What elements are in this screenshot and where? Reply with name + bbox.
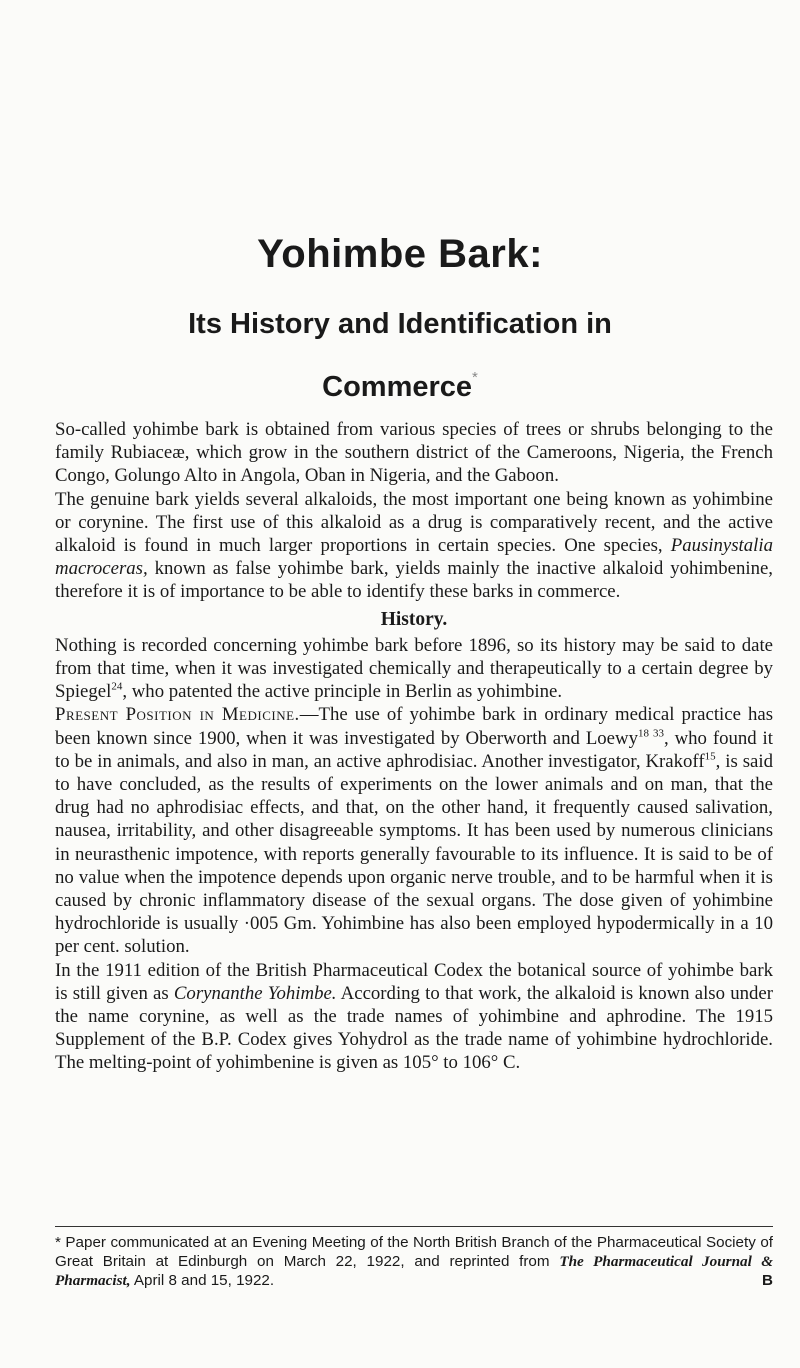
journal-title: The Pharmaceutical Journal & Pharmacist, bbox=[55, 1253, 774, 1289]
citation-ref: 18 33 bbox=[637, 727, 664, 740]
page-subtitle bbox=[0, 298, 800, 414]
subtitle-line-2-text: Commerce bbox=[322, 371, 473, 403]
run-in-heading: Present Position in Medicine. bbox=[55, 704, 300, 726]
citation-ref: 15 bbox=[704, 750, 716, 763]
species-name: Corynanthe Yohimbe. bbox=[173, 982, 337, 1004]
history-paragraph-1 bbox=[55, 634, 773, 704]
footnote-marker: * bbox=[472, 369, 478, 386]
intro-p2-text-b: known as false yohimbe bark, yields mainly the inactive alkaloid yohimbenine, therefore it is of importance to be able to identify these barks in commerce. bbox=[55, 558, 773, 603]
history-p3-text-a: In the 1911 edition of the British Pharmaceutical Codex the botanical source of yohimbe bark is still given as bbox=[55, 959, 773, 1004]
signature-mark: B bbox=[762, 1272, 773, 1289]
page-title: Yohimbe Bark: bbox=[257, 232, 543, 276]
intro-paragraph-2 bbox=[55, 488, 773, 604]
section-heading-history: History. bbox=[380, 608, 448, 630]
history-paragraph-2 bbox=[55, 703, 773, 958]
history-p2-text-c: , is said to have concluded, as the results of experiments on the lower animals and on man, that the drug had no aphrodisiac effects, and that, on the other hand, it frequently caused salivation, nausea, irritability, and other disagreeable symptoms. It has been used by numerous clinicians in neurasthenic impotence, with reports generally favourable to its influence. It is said to be of no value when the impotence depends upon organic nerve trouble, and to be harmful when it is caused by chronic inflammatory disease of the sexual organs. The dose given of yohimbine hydrochloride is usually ·005 Gm. Yohimbine has also been employed hypodermically in a 10 per cent. solution. bbox=[55, 750, 774, 958]
article-body bbox=[55, 418, 773, 1075]
footnote bbox=[55, 1226, 773, 1290]
history-p2-text-b: , who found it to be in animals, and also in man, an active aphrodisiac. Another investigator, Krakoff bbox=[55, 727, 773, 772]
history-p1-text-b: , who patented the active principle in Berlin as yohimbine. bbox=[122, 681, 563, 703]
subtitle-line-2 bbox=[0, 351, 800, 414]
intro-p2-text-a: The genuine bark yields several alkaloids, the most important one being known as yohimbine or corynine. The first use of this alkaloid as a drug is comparatively recent, and the active alkaloid is found in much larger proportions in certain species. One species, bbox=[55, 488, 773, 557]
footnote-text-b: April 8 and 15, 1922. bbox=[130, 1272, 275, 1289]
subtitle-line-1: Its History and Identification in bbox=[188, 308, 612, 340]
footnote-text-a: * Paper communicated at an Evening Meeting of the North British Branch of the Pharmaceutical Society of Great Britain at Edinburgh on March 22, 1922, and reprinted from bbox=[55, 1234, 773, 1270]
intro-paragraph-1: So-called yohimbe bark is obtained from various species of trees or shrubs belonging to the family Rubiaceæ, which grow in the southern district of the Cameroons, Nigeria, the French Congo, Golungo Alto in Angola, Oban in Nigeria, and the Gaboon. bbox=[55, 419, 773, 487]
species-name: Pausinystalia macroceras, bbox=[55, 535, 773, 580]
citation-ref: 24 bbox=[111, 680, 123, 693]
history-p3-text-b: According to that work, the alkaloid is known also under the name corynine, as well as the trade names of yohimbine and aphrodine. The 1915 Supplement of the B.P. Codex gives Yohydrol as the trade name of yohimbine hydrochloride. The melting-point of yohimbenine is given as 105° to 106° C. bbox=[55, 982, 773, 1074]
history-paragraph-3 bbox=[55, 959, 773, 1075]
history-p1-text-a: Nothing is recorded concerning yohimbe bark before 1896, so its history may be said to date from that time, when it was investigated chemically and therapeutically to a certain degree by Spiegel bbox=[55, 634, 773, 703]
history-p2-text-a: —The use of yohimbe bark in ordinary medical practice has been known since 1900, when it was investigated by Oberworth and Loewy bbox=[55, 704, 774, 749]
